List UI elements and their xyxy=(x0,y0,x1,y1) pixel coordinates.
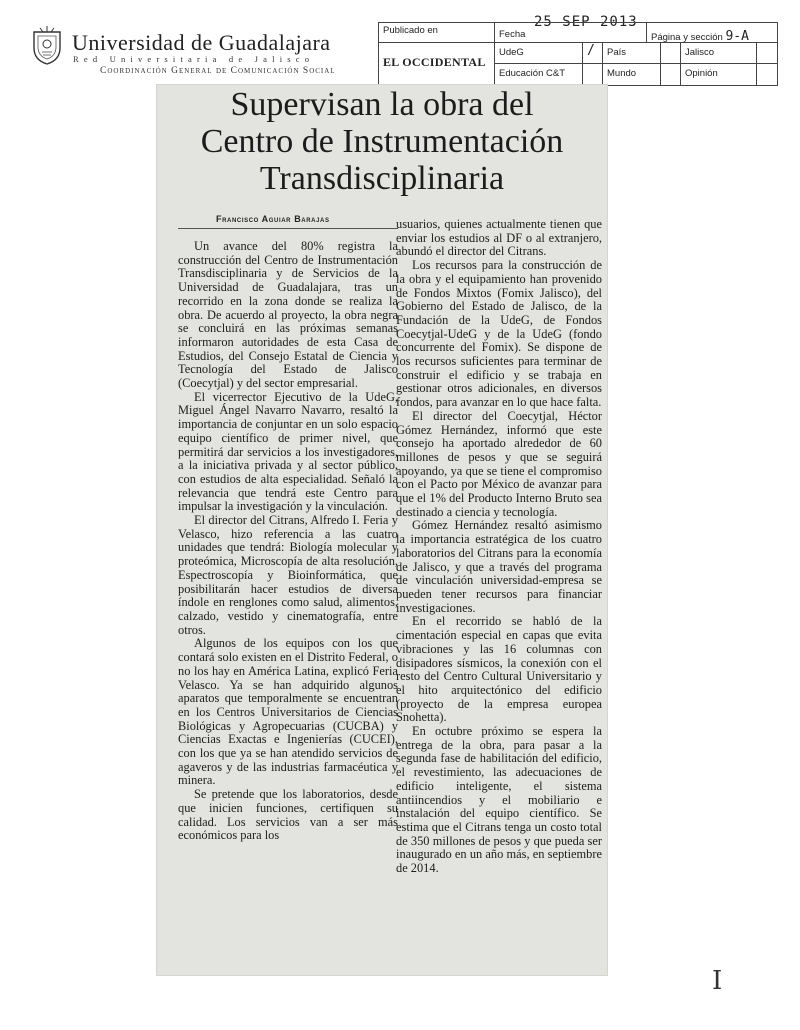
article-column-2 xyxy=(396,218,602,876)
paragraph: Algunos de los equipos con los que contará solo existen en el Distrito Federal, o no los hay en América Latina, explicó Feria Velasco. Ya se han adquirido algunos aparatos que temporalmente se encuentran en los Centros Universitarios de Ciencias Biológicas y Agropecuarias (CUCBA) y Ciencias Exactas e Ingenierías (CUCEI), con los que ya se han atendido servicios de agaveros y de las industrias farmacéutica y minera. xyxy=(178,636,398,788)
section-opinion-check xyxy=(757,64,777,85)
section-educacion-check xyxy=(583,64,603,85)
university-name: Universidad de Guadalajara xyxy=(72,30,331,55)
paragraph: Un avance del 80% registra la construcción del Centro de Instrumentación Transdisciplinaria y de Servicios de la Universidad de Guadalajara, tras un recorrido en la zona donde se realiza la obra. De acuerdo al proyecto, la obra negra se concluirá en las próximas semanas informaron autoridades de esta Casa de Estudios, del Consejo Estatal de Ciencia y Tecnología del Estado de Jalisco (Coecytjal) y del sector empresarial. xyxy=(178,239,398,391)
paragraph: El vicerrector Ejecutivo de la UdeG, Miguel Ángel Navarro Navarro, resaltó la importancia de conjuntar en un solo espacio equipo científico de primer nivel, que permitirá dar servicios a los investigadores, a la iniciativa privada y al sector público, con estudios de alta especialidad. Señaló la relevancia que tendrá este Centro para impulsar la investigación y la vinculación. xyxy=(178,389,398,514)
article-column-1 xyxy=(178,240,398,843)
section-mundo: Mundo xyxy=(603,64,661,85)
communication-office: Coordinación General de Comunicación Social xyxy=(100,66,336,76)
outlet-name: EL OCCIDENTAL xyxy=(379,43,495,85)
paragraph: En el recorrido se habló de la cimentación especial en capas que evita vibraciones y las 16 columnas con disipadores sísmicos, la conexión con el resto del Centro Cultural Universitario y el hito arquitectónico del edificio (proyecto de la empresa europea Snohetta). xyxy=(396,614,602,725)
headline-line-2: Centro de Instrumentación xyxy=(200,123,564,160)
paragraph: El director del Coecytjal, Héctor Gómez Hernández, informó que este consejo ha aportado alrededor de 60 millones de pesos y que se seguirá apoyando, ya que se tiene el compromiso con el Pacto por México de avanzar para que el 1% del Producto Interno Bruto sea destinado a ciencia y tecnología. xyxy=(396,408,602,519)
newspaper-clipping xyxy=(156,84,608,976)
margin-handwritten-mark: I xyxy=(712,966,723,996)
published-in-label: Publicado en xyxy=(379,23,495,43)
clipping-info-table xyxy=(378,22,778,86)
section-udeg: UdeG xyxy=(495,43,583,64)
section-mundo-check xyxy=(661,64,681,85)
section-jalisco-check xyxy=(757,43,777,64)
paragraph: En octubre próximo se espera la entrega de la obra, para pasar a la segunda fase de habilitación del edificio, el revestimiento, las adecuaciones de edificio inteligente, el sistema antiincendios y el mobiliario e instalación del equipo científico. Se estima que el Citrans tenga un costo total de 350 millones de pesos y que pueda ser inaugurado en un año más, en septiembre de 2014. xyxy=(396,724,602,876)
paragraph: Los recursos para la construcción de la obra y el equipamiento han provenido de Fondos Mixtos (Fomix Jalisco), del Gobierno del Estado de Jalisco, de la Fundación de la UdeG, de Fondos Coecytjal-UdeG y de la UdeG (fondo concurrente del Fomix). Se dispone de los recursos suficientes para terminar de construir el edificio y se trabaja en gestionar otros adicionales, en diversos fondos, para avanzar en lo que hace falta. xyxy=(396,258,602,410)
paragraph: El director del Citrans, Alfredo I. Feria y Velasco, hizo referencia a las cuatro unidades que tendrá: Biología molecular y proteómica, Microscopía de alta resolución, Espectroscopía y Bioinformática, que posibilitarán hacer estudios de diversa índole en renglones como salud, alimentos, calzado, vestido y cinematografía, entre otros. xyxy=(178,513,398,637)
byline-rule xyxy=(178,228,398,229)
headline-line-3: Transdisciplinaria xyxy=(259,160,505,197)
paragraph: Gómez Hernández resaltó asimismo la importancia estratégica de los cuatro laboratorios del Citrans para la economía de Jalisco, y que a través del programa de vinculación universidad-empresa se pueden tener recursos para financiar investigaciones. xyxy=(396,518,602,615)
page-section-cell xyxy=(647,23,777,43)
section-opinion: Opinión xyxy=(681,64,757,85)
university-network: Red Universitaria de Jalisco xyxy=(73,54,315,64)
byline: Francisco Aguiar Barajas xyxy=(216,214,330,224)
headline-line-1: Supervisan la obra del xyxy=(230,86,534,123)
university-seal-icon xyxy=(30,26,64,66)
date-stamp: 25 SEP 2013 xyxy=(534,14,638,30)
date-label: Fecha xyxy=(495,23,647,43)
section-pais: País xyxy=(603,43,661,64)
article-headline xyxy=(156,86,608,197)
section-pais-check xyxy=(661,43,681,64)
section-udeg-check: / xyxy=(583,43,603,64)
page-section-value: 9-A xyxy=(725,29,749,43)
paragraph: Se pretende que los laboratorios, desde que inicien funciones, certifiquen su calidad. Los servicios van a ser más económicos para los xyxy=(178,787,398,843)
page-section-label: Página y sección xyxy=(651,32,723,43)
paragraph-continued: usuarios, quienes actualmente tienen que enviar los estudios al DF o al extranjero, abundó el director del Citrans. xyxy=(396,217,602,259)
section-educacion: Educación C&T xyxy=(495,64,583,85)
section-jalisco: Jalisco xyxy=(681,43,757,64)
